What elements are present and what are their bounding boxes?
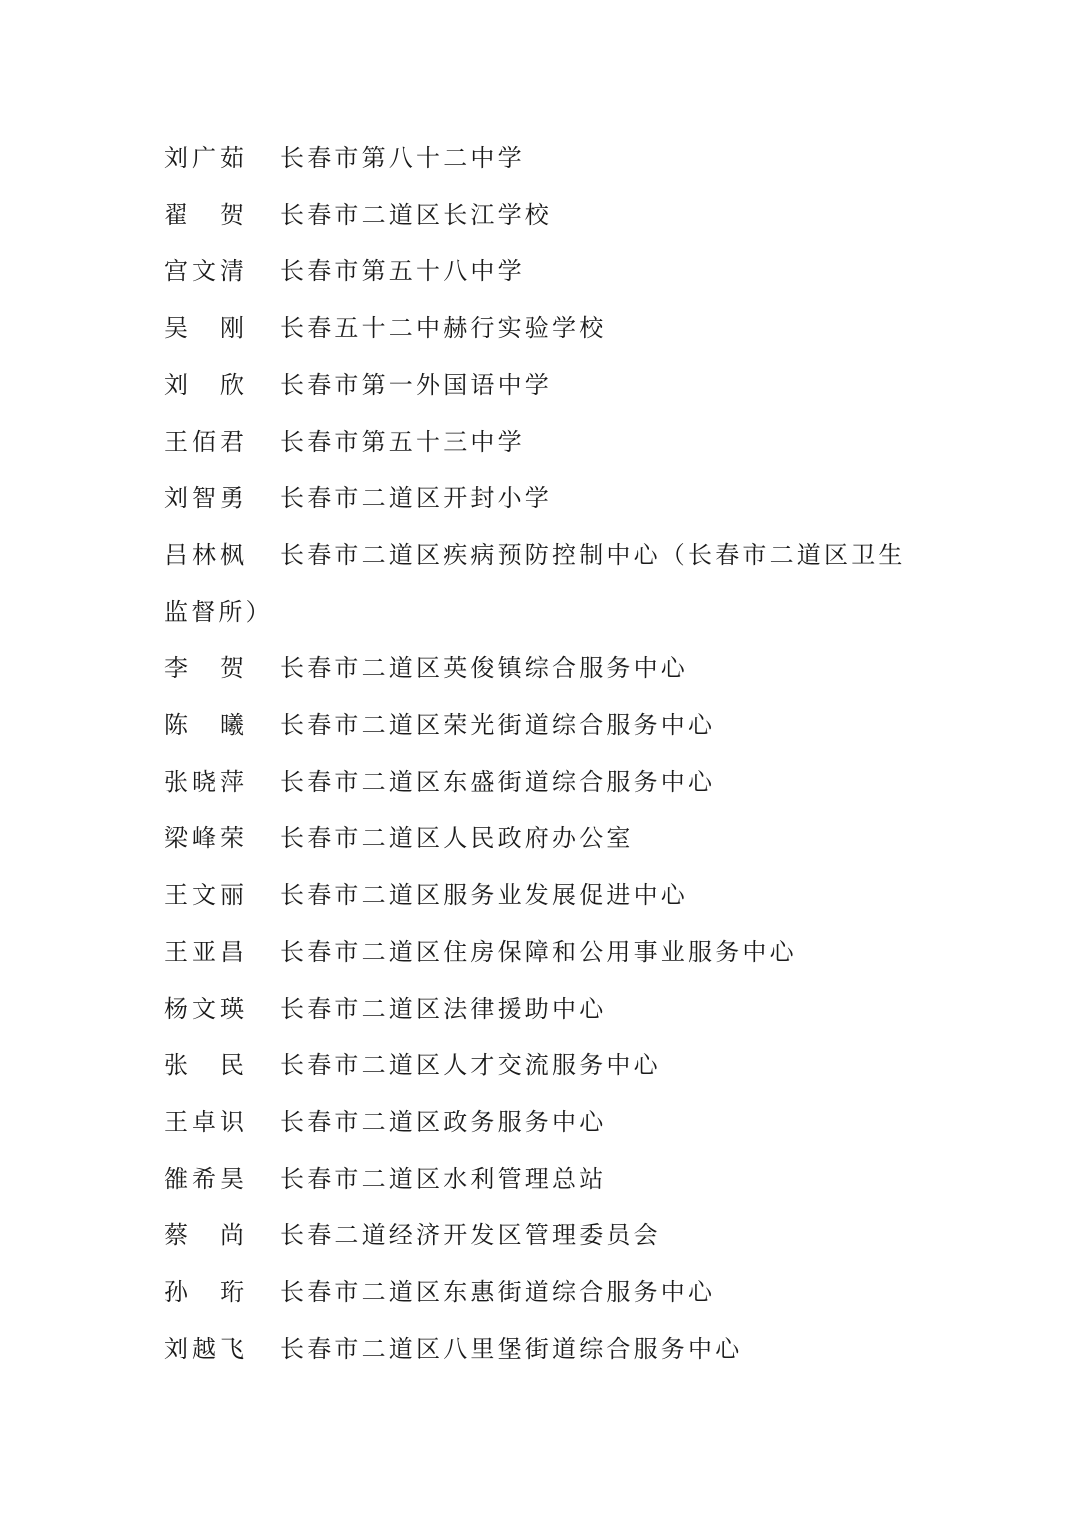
person-name-text: 吴 刚 — [164, 314, 244, 343]
person-name-text: 王卓识 — [164, 1107, 244, 1136]
organization-name: 长春市二道区法律援助中心 — [280, 994, 607, 1023]
person-name-text: 王亚昌 — [164, 937, 244, 966]
list-item — [164, 130, 924, 187]
list-item — [164, 470, 924, 527]
person-name — [164, 697, 280, 754]
organization-name: 长春五十二中赫行实验学校 — [280, 314, 607, 343]
person-name — [164, 1151, 280, 1208]
person-name — [164, 1207, 280, 1264]
person-name — [164, 981, 280, 1038]
list-item — [164, 1321, 924, 1378]
person-name-text: 王文丽 — [164, 881, 244, 910]
list-item — [164, 810, 924, 867]
person-name-text: 陈 曦 — [164, 711, 244, 740]
person-name — [164, 1321, 280, 1378]
person-name — [164, 1094, 280, 1151]
person-name — [164, 243, 280, 300]
list-item — [164, 243, 924, 300]
person-name-text: 翟 贺 — [164, 200, 244, 229]
list-item — [164, 981, 924, 1038]
organization-name: 长春市第五十八中学 — [280, 257, 525, 286]
person-name-text: 张 民 — [164, 1051, 244, 1080]
person-name-text: 梁峰荣 — [164, 824, 244, 853]
list-item — [164, 1264, 924, 1321]
organization-name: 长春市二道区水利管理总站 — [280, 1164, 607, 1193]
person-name — [164, 414, 280, 471]
organization-name: 长春市二道区长江学校 — [280, 200, 552, 229]
person-name — [164, 130, 280, 187]
person-name-text: 蔡 尚 — [164, 1221, 244, 1250]
person-name-text: 孙 珩 — [164, 1278, 244, 1307]
organization-name: 长春市二道区英俊镇综合服务中心 — [280, 654, 688, 683]
person-name — [164, 187, 280, 244]
person-name — [164, 924, 280, 981]
person-name-text: 张晓萍 — [164, 767, 244, 796]
list-item — [164, 640, 924, 697]
person-name-text: 杨文瑛 — [164, 994, 244, 1023]
organization-name: 长春市二道区人才交流服务中心 — [280, 1051, 661, 1080]
list-item — [164, 187, 924, 244]
organization-name: 长春市二道区开封小学 — [280, 484, 552, 513]
organization-name: 长春市二道区东盛街道综合服务中心 — [280, 767, 716, 796]
list-item — [164, 867, 924, 924]
list-item — [164, 1037, 924, 1094]
person-name — [164, 300, 280, 357]
person-name — [164, 810, 280, 867]
person-name-text: 刘智勇 — [164, 484, 244, 513]
organization-name: 长春市二道区疾病预防控制中心（长春市二道区卫生 — [280, 540, 906, 569]
person-name — [164, 867, 280, 924]
person-name-text: 刘广茹 — [164, 144, 244, 172]
person-name-text: 王佰君 — [164, 427, 244, 456]
person-name — [164, 1037, 280, 1094]
organization-name: 长春市二道区人民政府办公室 — [280, 824, 634, 853]
organization-name: 长春市第八十二中学 — [280, 144, 525, 172]
organization-name: 长春市二道区荣光街道综合服务中心 — [280, 711, 716, 740]
list-item — [164, 754, 924, 811]
organization-name: 长春市二道区住房保障和公用事业服务中心 — [280, 937, 797, 966]
organization-name-continued: 监督所） — [164, 597, 273, 626]
person-name-text: 雒希昊 — [164, 1164, 244, 1193]
list-item — [164, 414, 924, 471]
list-item — [164, 1207, 924, 1264]
person-name-text: 李 贺 — [164, 654, 244, 683]
personnel-list — [164, 130, 924, 1377]
person-name-text: 宫文清 — [164, 257, 244, 286]
person-name — [164, 527, 280, 584]
person-name-text: 刘 欣 — [164, 370, 244, 399]
organization-name: 长春市二道区政务服务中心 — [280, 1107, 607, 1136]
list-item — [164, 527, 924, 640]
organization-name: 长春市第五十三中学 — [280, 427, 525, 456]
person-name — [164, 357, 280, 414]
list-item — [164, 924, 924, 981]
list-item — [164, 1094, 924, 1151]
person-name — [164, 1264, 280, 1321]
person-name — [164, 470, 280, 527]
list-item — [164, 1151, 924, 1208]
person-name — [164, 754, 280, 811]
person-name — [164, 640, 280, 697]
organization-name: 长春市二道区服务业发展促进中心 — [280, 881, 688, 910]
organization-name: 长春二道经济开发区管理委员会 — [280, 1221, 661, 1250]
list-item — [164, 300, 924, 357]
organization-name: 长春市二道区八里堡街道综合服务中心 — [280, 1334, 743, 1363]
list-item — [164, 357, 924, 414]
organization-name: 长春市二道区东惠街道综合服务中心 — [280, 1278, 716, 1307]
person-name-text: 吕林枫 — [164, 540, 244, 569]
organization-name: 长春市第一外国语中学 — [280, 370, 552, 399]
list-item — [164, 697, 924, 754]
person-name-text: 刘越飞 — [164, 1334, 244, 1363]
